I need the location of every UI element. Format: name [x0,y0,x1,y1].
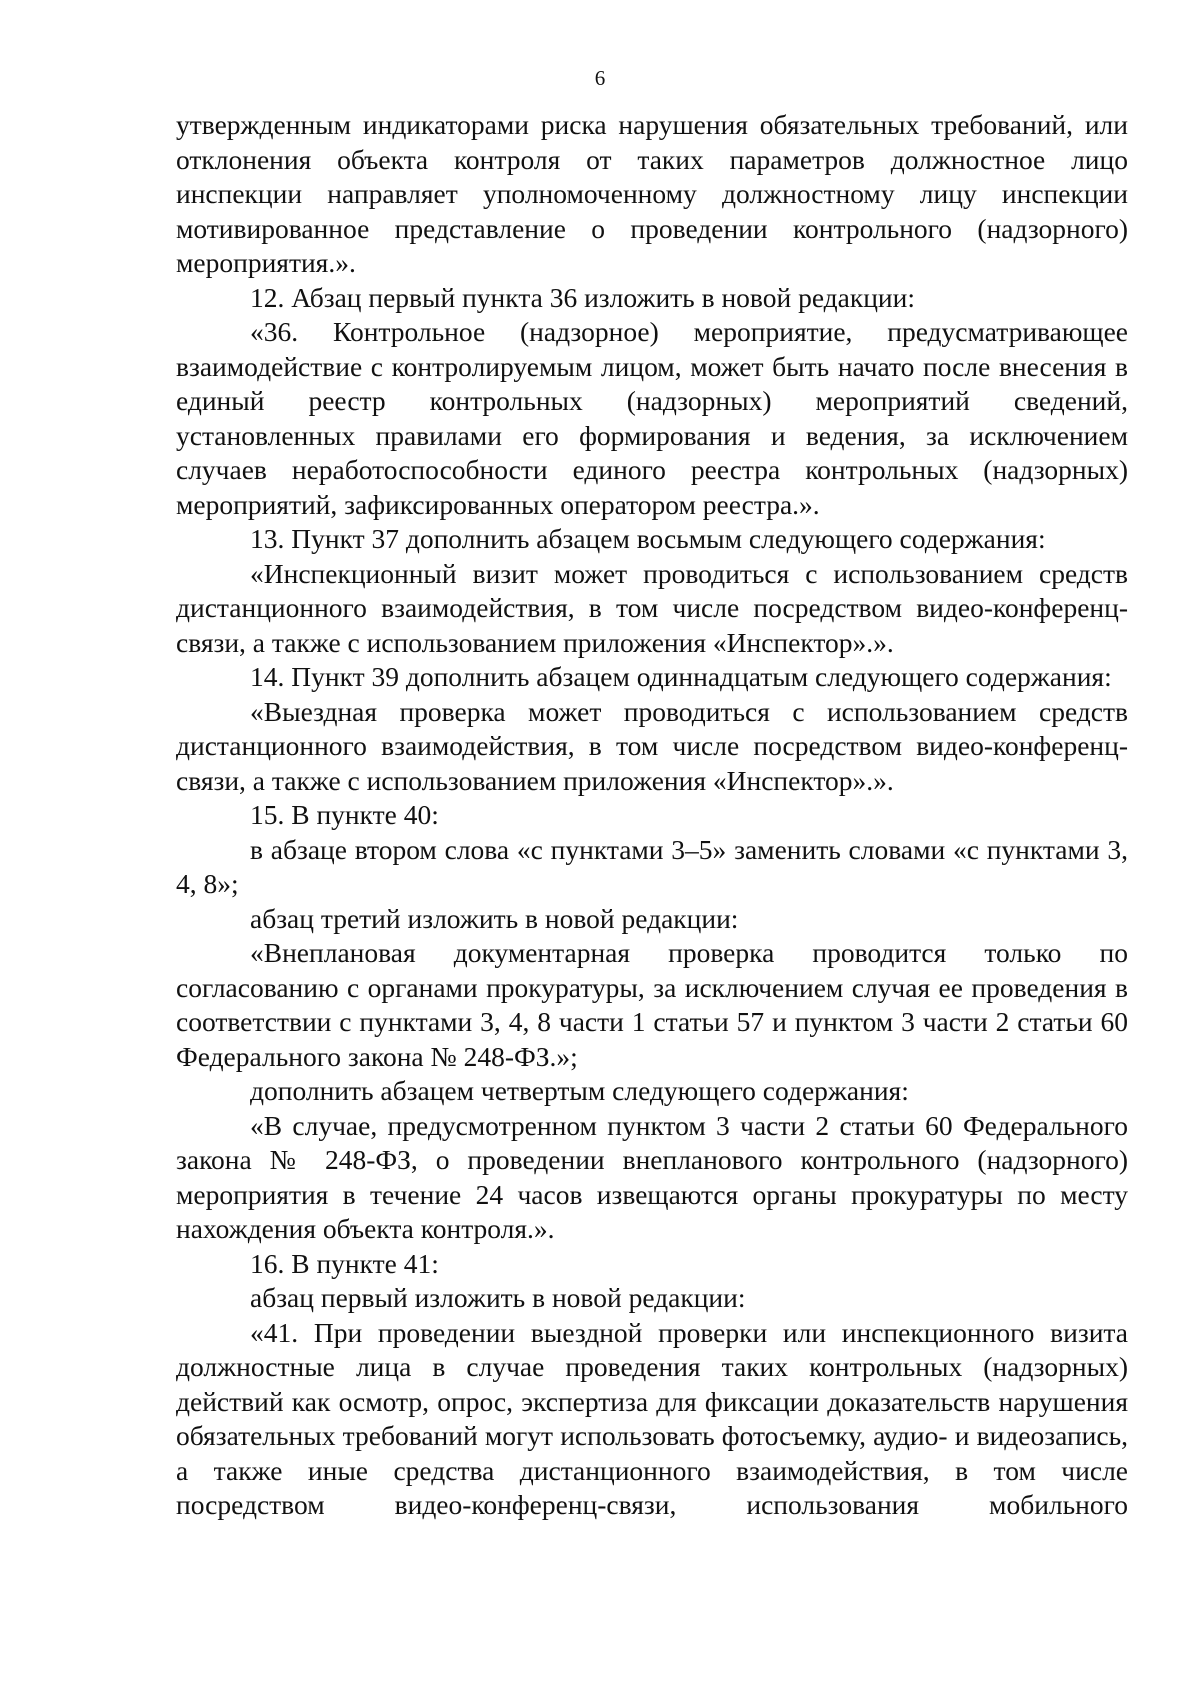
document-body [176,108,1128,1523]
paragraph-item-15-sub-1: в абзаце втором слова «с пунктами 3–5» заменить словами «с пунктами 3, 4, 8»; [176,833,1128,899]
paragraph-quote-unscheduled-check: «Внеплановая документарная проверка проводится только по согласованию с органами прокуратуры, за исключением случая ее проведения в соответствии с пунктами 3, 4, 8 части 1 статьи 57 и пунктом 3 части 2 статьи 60 Федерального закона № 248-ФЗ.»; [176,937,1128,1072]
paragraph-quote-inspection-visit: «Инспекционный визит может проводиться с использованием средств дистанционного взаимодействия, в том числе посредством видео-конференц-связи, а также с использованием приложения «Инспектор».». [176,557,1128,658]
paragraph-item-12: 12. Абзац первый пункта 36 изложить в новой редакции: [250,281,916,313]
page-number: 6 [594,66,606,90]
paragraph-item-16-sub-1: абзац первый изложить в новой редакции: [250,1282,746,1313]
paragraph-item-15-sub-3: дополнить абзацем четвертым следующего содержания: [250,1075,909,1106]
paragraph-quote-prosecutor-notice: «В случае, предусмотренном пунктом 3 части 2 статьи 60 Федерального закона № 248-ФЗ, о проведении внепланового контрольного (надзорного) мероприятия в течение 24 часов извещаются органы прокуратуры по месту нахождения объекта контроля.». [176,1109,1128,1244]
paragraph-item-14: 14. Пункт 39 дополнить абзацем одиннадцатым следующего содержания: [250,661,1112,692]
paragraph-item-15-sub-2: абзац третий изложить в новой редакции: [250,902,739,934]
paragraph-item-15: 15. В пункте 40: [250,799,439,830]
paragraph-continuation: утвержденным индикаторами риска нарушения обязательных требований, или отклонения объекта контроля от таких параметров должностное лицо инспекции направляет уполномоченному должностному лицу инспекции мотивированное представление о проведении контрольного (надзорного) мероприятия.». [176,109,1128,278]
paragraph-quote-36: «36. Контрольное (надзорное) мероприятие, предусматривающее взаимодействие с контролируемым лицом, может быть начато после внесения в единый реестр контрольных (надзорных) мероприятий сведений, установленных правилами его формирования и ведения, за исключением случаев неработоспособности единого реестра контрольных (надзорных) мероприятий, зафиксированных оператором реестра.». [176,316,1128,520]
paragraph-quote-41: «41. При проведении выездной проверки или инспекционного визита должностные лица в случае проведения таких контрольных (надзорных) действий как осмотр, опрос, экспертиза для фиксации доказательств нарушения обязательных требований могут использовать фотосъемку, аудио- и видеозапись, а также иные средства дистанционного взаимодействия, в том числе посредством видео-конференц-связи, использования мобильного [176,1316,1128,1520]
paragraph-item-13: 13. Пункт 37 дополнить абзацем восьмым следующего содержания: [250,523,1046,554]
paragraph-item-16: 16. В пункте 41: [250,1247,439,1279]
paragraph-quote-onsite-check: «Выездная проверка может проводиться с использованием средств дистанционного взаимодействия, в том числе посредством видео-конференц-связи, а также с использованием приложения «Инспектор».». [176,695,1128,796]
